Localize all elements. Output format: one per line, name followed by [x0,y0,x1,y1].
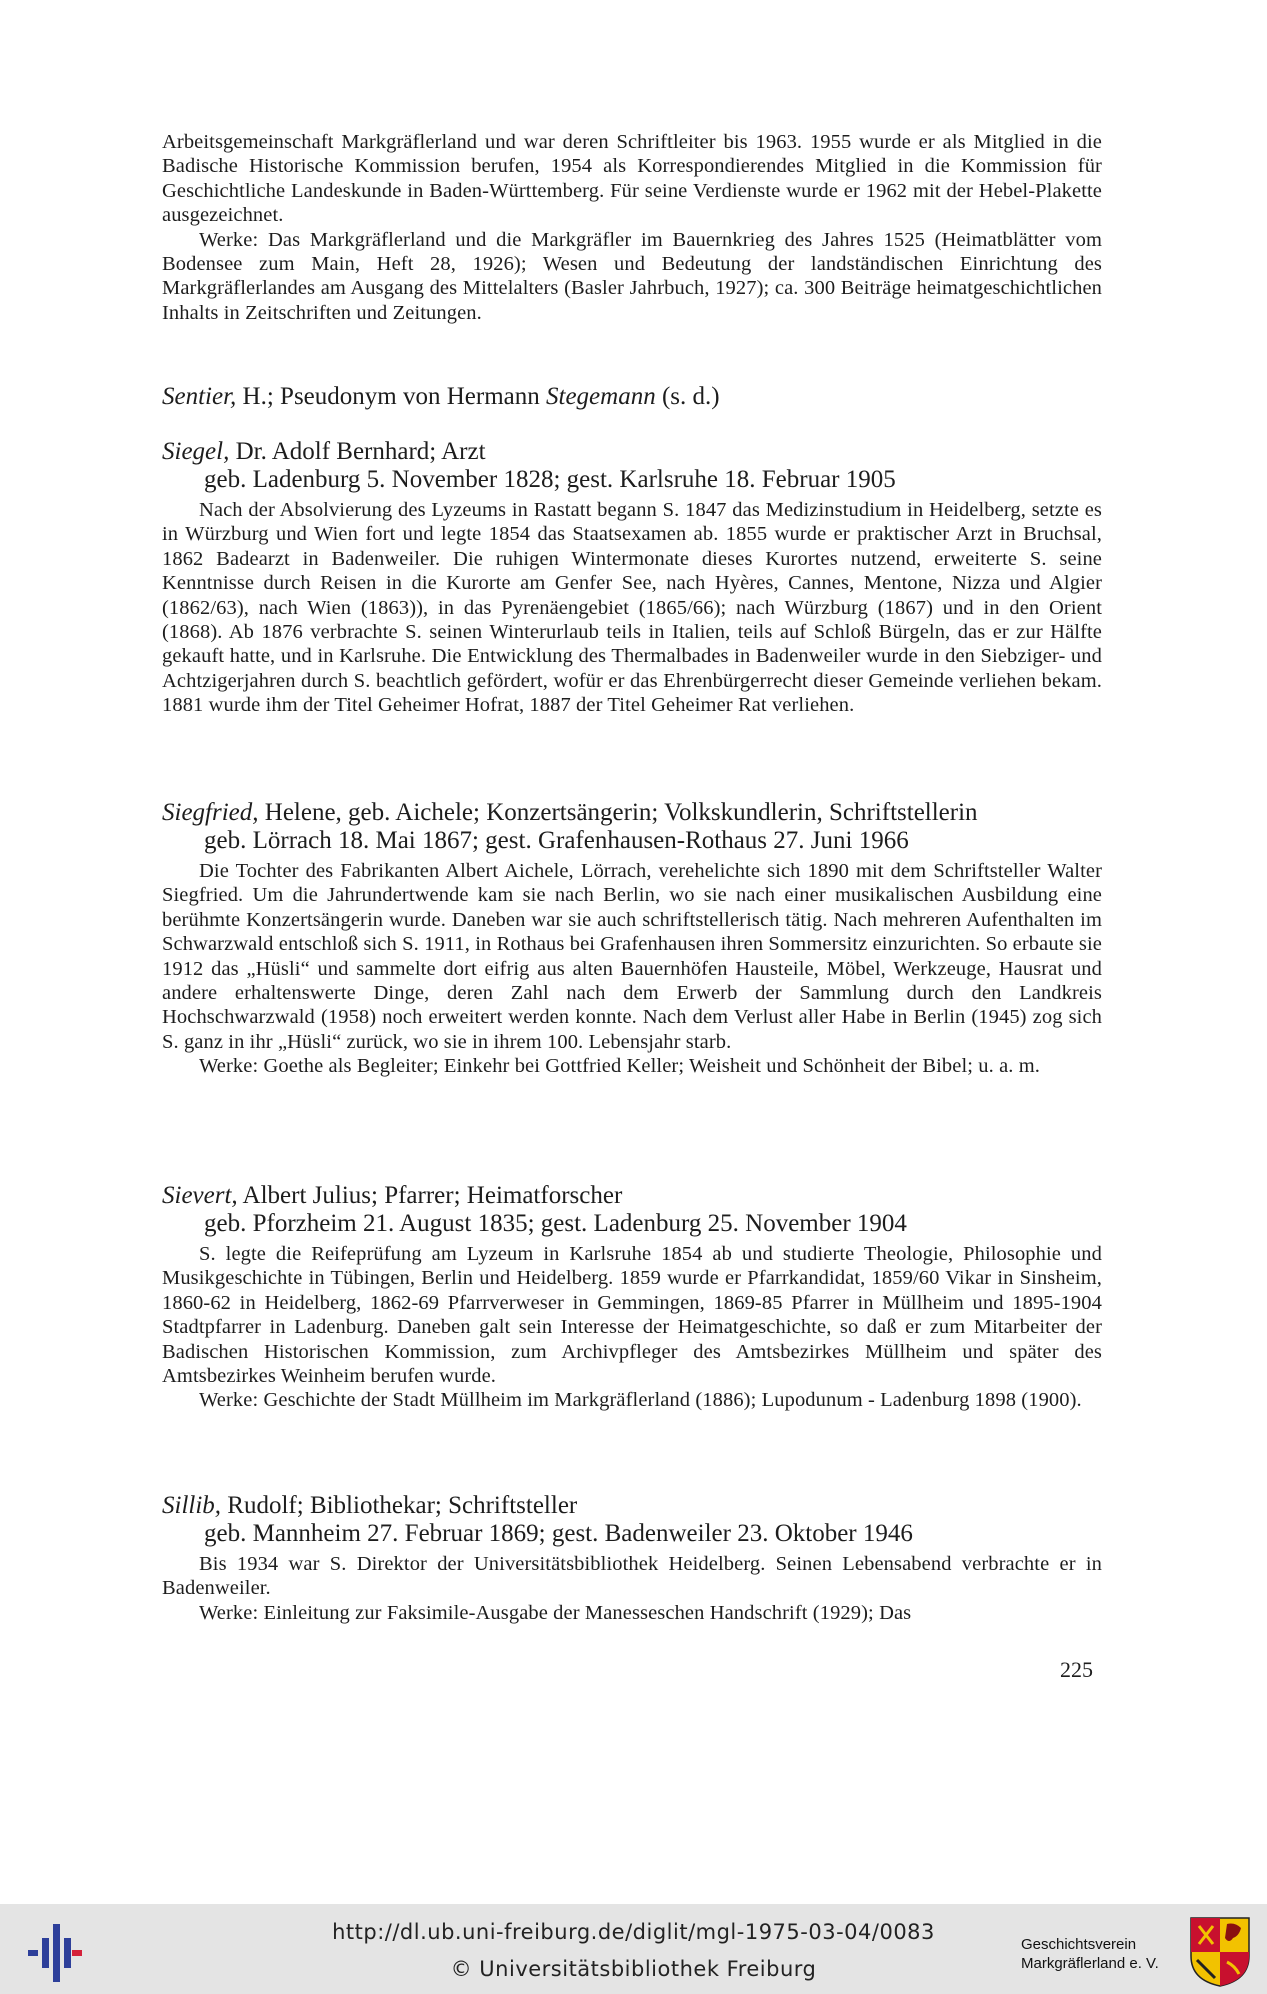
entry-sievert [162,1182,1102,1413]
permalink-url[interactable]: http://dl.ub.uni-freiburg.de/diglit/mgl-1975-03-04/0083 [332,1920,935,1944]
entry-life-dates: geb. Mannheim 27. Februar 1869; gest. Badenweiler 23. Oktober 1946 [204,1520,913,1547]
entry-heading-text: Albert Julius; Pfarrer; Heimatforscher [237,1182,623,1209]
organization-name [1021,1935,1159,1973]
footer-bar [0,1904,1267,1994]
entry-surname: Sentier, [162,383,237,410]
copyright-notice: © Universitätsbibliothek Freiburg [450,1957,817,1981]
entry-heading [162,1492,1102,1520]
entry-heading-suffix: (s. d.) [655,383,720,410]
entry-heading [162,1182,1102,1210]
entry-heading-text: H.; Pseudonym von Hermann [236,383,546,410]
entry-surname: Sievert, [162,1182,238,1209]
entry-surname: Siegel, [162,438,230,465]
entry-works-paragraph: Werke: Goethe als Begleiter; Einkehr bei Gottfried Keller; Weisheit und Schönheit der Bibel; u. a. m. [199,1055,1040,1078]
cross-reference: Stegemann [546,383,656,410]
entry-sentier [162,383,1102,411]
entry-life-dates: geb. Pforzheim 21. August 1835; gest. Ladenburg 25. November 1904 [204,1210,907,1237]
entry-life-dates: geb. Lörrach 18. Mai 1867; gest. Grafenhausen-Rothaus 27. Juni 1966 [204,827,909,854]
entry-surname: Sillib, [162,1492,222,1519]
entry-heading [162,799,1102,827]
entry-sillib [162,1492,1102,1625]
entry-life-dates: geb. Ladenburg 5. November 1828; gest. Karlsruhe 18. Februar 1905 [204,466,896,493]
organization-name-line2: Markgräflerland e. V. [1021,1955,1159,1972]
entry-siegel [162,438,1102,718]
intro-paragraph: Arbeitsgemeinschaft Markgräflerland und war deren Schriftleiter bis 1963. 1955 wurde er als Mitglied in die Badische Historische Kommission berufen, 1954 als Korrespondierendes Mitglied in die Kommission für Geschichtliche Landeskunde in Baden-Württemberg. Für seine Verdienste wurde er 1962 mit der Hebel-Plakette ausgezeichnet. [162,131,1102,227]
entry-paragraph: Die Tochter des Fabrikanten Albert Aichele, Lörrach, verehelichte sich 1890 mit dem Schriftsteller Walter Siegfried. Um die Jahrundertwende kam sie nach Berlin, wo sie nach einer musikalischen Ausbildung eine berühmte Konzertsängerin wurde. Daneben war sie auch schriftstellerisch tätig. Nach mehreren Aufenthalten im Schwarzwald entschloß sich S. 1911, in Rothaus bei Grafenhausen ihren Sommersitz einzurichten. So erbaute sie 1912 das „Hüsli“ und sammelte dort eifrig aus alten Bauernhöfen Hausteile, Möbel, Werkzeuge, Hausrat und andere erhaltenswerte Dinge, deren Zahl nach dem Erwerb der Sammlung durch den Landkreis Hochschwarzwald (1958) noch erweitert werden konnte. Nach dem Verlust aller Habe in Berlin (1945) zog sich S. ganz in ihr „Hüsli“ zurück, wo sie in ihrem 100. Lebensjahr starb. [162,860,1102,1053]
entry-heading-text: Helene, geb. Aichele; Konzertsängerin; Volkskundlerin, Schriftstellerin [258,799,978,826]
intro-works-paragraph: Werke: Das Markgräflerland und die Markgräfler im Bauernkrieg des Jahres 1525 (Heimatblätter vom Bodensee zum Main, Heft 28, 1926); Wesen und Bedeutung der landständischen Einrichtung des Markgräflerlandes am Ausgang des Mittelalters (Basler Jahrbuch, 1927); ca. 300 Beiträge heimatgeschichtlichen Inhalts in Zeitschriften und Zeitungen. [162,228,1102,324]
entry-works-paragraph: Werke: Geschichte der Stadt Müllheim im Markgräflerland (1886); Lupodunum - Ladenburg 1898 (1900). [199,1389,1082,1412]
entry-works-paragraph: Werke: Einleitung zur Faksimile-Ausgabe der Manesseschen Handschrift (1929); Das [199,1601,912,1624]
entry-heading [162,383,1102,411]
entry-paragraph: Nach der Absolvierung des Lyzeums in Rastatt begann S. 1847 das Medizinstudium in Heidelberg, setzte es in Würzburg und Wien fort und legte 1854 das Staatsexamen ab. 1855 wurde er praktischer Arzt in Bruchsal, 1862 Badearzt in Badenweiler. Die ruhigen Wintermonate dieses Kurortes nutzend, erweiterte S. seine Kenntnisse durch Reisen in die Kurorte am Genfer See, nach Hyères, Cannes, Mentone, Nizza und Algier (1862/63), nach Wien (1863)), in das Pyrenäengebiet (1865/66); nach Würzburg (1867) und in den Orient (1868). Ab 1876 verbrachte S. seinen Winterurlaub teils in Italien, teils auf Schloß Bürgeln, das er zur Hälfte gekauft hatte, und in Karlsruhe. Die Entwicklung des Thermalbades in Badenweiler wurde in den Siebziger- und Achtzigerjahren durch S. beachtlich gefördert, wofür er das Ehrenbürgerrecht dieser Gemeinde verliehen bekam. 1881 wurde ihm der Titel Geheimer Hofrat, 1887 der Titel Geheimer Rat verliehen. [162,499,1102,717]
entry-paragraph: S. legte die Reifeprüfung am Lyzeum in Karlsruhe 1854 ab und studierte Theologie, Philosophie und Musikgeschichte in Tübingen, Berlin und Heidelberg. 1859 wurde er Pfarrkandidat, 1859/60 Vikar in Sinsheim, 1860-62 in Heidelberg, 1862-69 Pfarrverweser in Gemmingen, 1869-85 Pfarrer in Müllheim und 1895-1904 Stadtpfarrer in Ladenburg. Daneben galt sein Interesse der Heimatgeschichte, so daß er zum Mitarbeiter der Badischen Historischen Kommission, zum Archivpfleger des Amtsbezirkes Müllheim und später des Amtsbezirkes Weinheim berufen wurde. [162,1243,1102,1388]
entry-heading-text: Rudolf; Bibliothekar; Schriftsteller [221,1492,578,1519]
entry-paragraph: Bis 1934 war S. Direktor der Universitätsbibliothek Heidelberg. Seinen Lebensabend verbrachte er in Badenweiler. [162,1553,1102,1600]
entry-siegfried [162,799,1102,1079]
entry-heading-text: Dr. Adolf Bernhard; Arzt [229,438,486,465]
coat-of-arms-icon [1189,1916,1251,1988]
intro-block [162,130,1102,325]
page-number: 225 [1060,1657,1093,1682]
entry-surname: Siegfried, [162,799,259,826]
entry-heading [162,438,1102,466]
organization-name-line1: Geschichtsverein [1021,1936,1137,1953]
